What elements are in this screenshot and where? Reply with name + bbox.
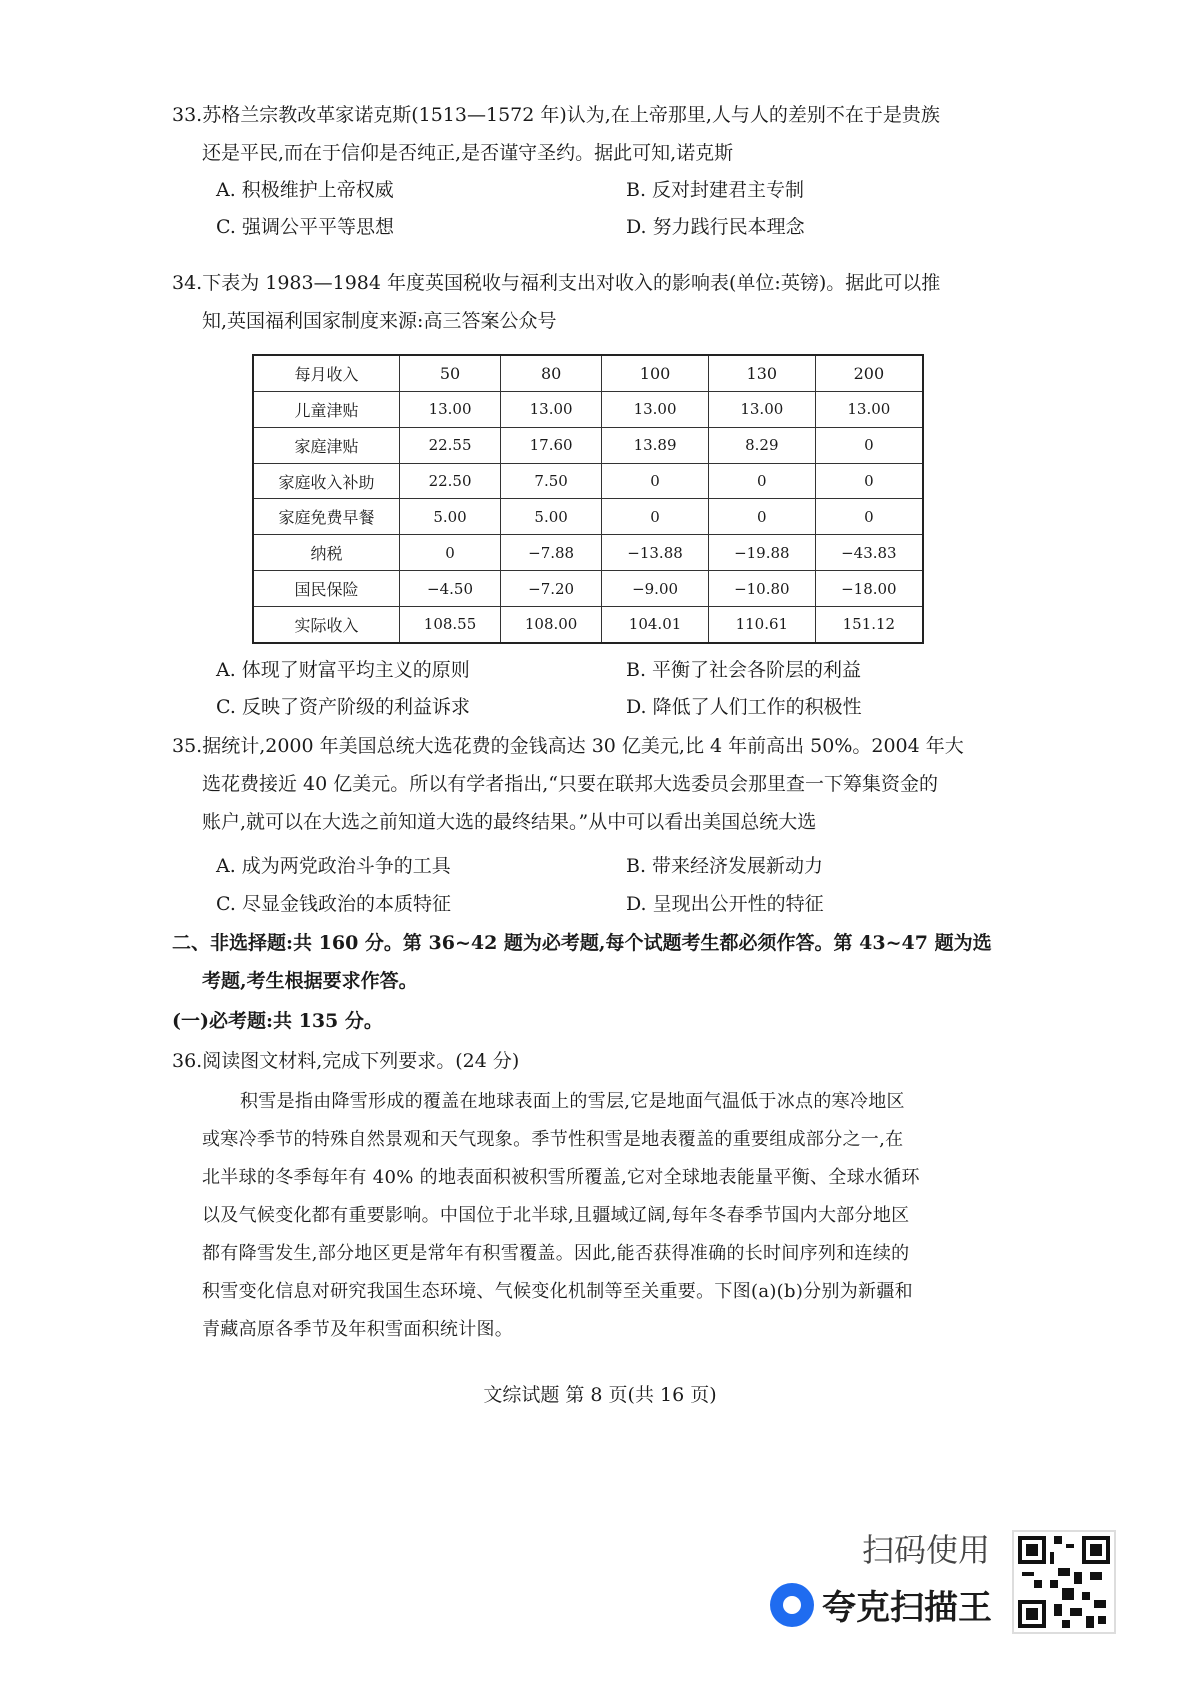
table-cell: −10.80 [708,571,815,607]
q34-option-b: B. 平衡了社会各阶层的利益 [626,659,862,681]
q34-option-c: C. 反映了资产阶级的利益诉求 [216,696,470,718]
q33-stem-line2: 还是平民,而在于信仰是否纯正,是否谨守圣约。据此可知,诺克斯 [202,142,734,164]
table-cell: 0 [602,463,709,499]
table-cell: 0 [400,535,501,571]
q35-stem-line3: 账户,就可以在大选之前知道大选的最终结果。”从中可以看出美国总统大选 [202,811,817,833]
q34-option-a: A. 体现了财富平均主义的原则 [216,659,470,681]
table-cell: 纳税 [253,535,400,571]
table-cell: −7.20 [501,571,602,607]
brand-logo-icon [770,1583,814,1627]
table-cell: 家庭津贴 [253,427,400,463]
q33-option-c: C. 强调公平平等思想 [216,216,394,238]
table-row [253,427,923,463]
table-cell: 0 [815,427,923,463]
q36-title: 36.阅读图文材料,完成下列要求。(24 分) [172,1050,520,1072]
table-row [253,535,923,571]
table-cell: 5.00 [400,499,501,535]
table-cell: 22.55 [400,427,501,463]
required-questions-heading: (一)必考题:共 135 分。 [172,1010,383,1032]
table-cell: −7.88 [501,535,602,571]
scanner-brand [770,1580,992,1629]
q33-option-b: B. 反对封建君主专制 [626,179,805,201]
table-cell: 0 [708,499,815,535]
section-two-line2: 考题,考生根据要求作答。 [202,970,418,992]
table-cell: 实际收入 [253,606,400,643]
table-cell: 13.00 [400,392,501,428]
page-footer: 文综试题 第 8 页(共 16 页) [483,1384,717,1406]
q36-para-line: 或寒冷季节的特殊自然景观和天气现象。季节性积雪是地表覆盖的重要组成部分之一,在 [202,1129,904,1150]
table-cell: 17.60 [501,427,602,463]
table-header-cell: 80 [501,355,602,392]
table-cell: −18.00 [815,571,923,607]
table-cell: 5.00 [501,499,602,535]
q36-para-line: 以及气候变化都有重要影响。中国位于北半球,且疆域辽阔,每年冬春季节国内大部分地区 [202,1205,910,1226]
table-header-cell: 200 [815,355,923,392]
table-cell: 108.55 [400,606,501,643]
table-cell: 13.00 [708,392,815,428]
table-cell: 0 [708,463,815,499]
table-cell: 104.01 [602,606,709,643]
table-cell: −19.88 [708,535,815,571]
table-header-cell: 130 [708,355,815,392]
qr-code-icon [1012,1530,1116,1634]
table-cell: 国民保险 [253,571,400,607]
table-cell: −4.50 [400,571,501,607]
section-two-line1: 二、非选择题:共 160 分。第 36~42 题为必考题,每个试题考生都必须作答。第 43~47 题为选 [172,932,992,954]
table-cell: 13.89 [602,427,709,463]
scan-to-use-label: 扫码使用 [862,1531,991,1569]
table-cell: 151.12 [815,606,923,643]
table-cell: 110.61 [708,606,815,643]
q35-stem-line1: 35.据统计,2000 年美国总统大选花费的金钱高达 30 亿美元,比 4 年前高出 50%。2004 年大 [172,735,964,757]
q34-option-d: D. 降低了人们工作的积极性 [626,696,862,718]
table-header-cell: 每月收入 [253,355,400,392]
q36-para-line: 都有降雪发生,部分地区更是常年有积雪覆盖。因此,能否获得准确的长时间序列和连续的 [202,1243,910,1264]
q35-option-b: B. 带来经济发展新动力 [626,855,824,877]
table-cell: 13.00 [602,392,709,428]
table-cell: 儿童津贴 [253,392,400,428]
q36-para-line: 北半球的冬季每年有 40% 的地表面积被积雪所覆盖,它对全球地表能量平衡、全球水循环 [202,1167,920,1188]
table-row [253,606,923,643]
q34-stem-line1: 34.下表为 1983—1984 年度英国税收与福利支出对收入的影响表(单位:英镑)。据此可以推 [172,272,941,294]
q36-para-line: 积雪是指由降雪形成的覆盖在地球表面上的雪层,它是地面气温低于冰点的寒冷地区 [240,1091,905,1112]
table-row [253,571,923,607]
table-row [253,463,923,499]
table-cell: 0 [815,463,923,499]
table-row [253,499,923,535]
table-cell: 0 [815,499,923,535]
q35-option-d: D. 呈现出公开性的特征 [626,893,824,915]
table-cell: 家庭免费早餐 [253,499,400,535]
brand-name: 夸克扫描王 [822,1588,992,1628]
q34-stem-line2: 知,英国福利国家制度来源:高三答案公众号 [202,310,557,332]
income-table [252,354,924,644]
table-cell: 家庭收入补助 [253,463,400,499]
table-header-cell: 50 [400,355,501,392]
q35-stem-line2: 选花费接近 40 亿美元。所以有学者指出,“只要在联邦大选委员会那里查一下筹集资金的 [202,773,939,795]
table-cell: 22.50 [400,463,501,499]
table-cell: 0 [602,499,709,535]
q33-option-d: D. 努力践行民本理念 [626,216,805,238]
table-cell: 8.29 [708,427,815,463]
q36-para-line: 青藏高原各季节及年积雪面积统计图。 [202,1319,514,1340]
q36-para-line: 积雪变化信息对研究我国生态环境、气候变化机制等至关重要。下图(a)(b)分别为新疆和 [202,1281,913,1302]
q35-option-c: C. 尽显金钱政治的本质特征 [216,893,451,915]
table-cell: −43.83 [815,535,923,571]
table-cell: 13.00 [815,392,923,428]
q35-option-a: A. 成为两党政治斗争的工具 [216,855,451,877]
table-cell: −9.00 [602,571,709,607]
q33-option-a: A. 积极维护上帝权威 [216,179,394,201]
q33-stem-line1: 33.苏格兰宗教改革家诺克斯(1513—1572 年)认为,在上帝那里,人与人的差别不在于是贵族 [172,104,940,126]
table-cell: 13.00 [501,392,602,428]
table-header-cell: 100 [602,355,709,392]
table-cell: 7.50 [501,463,602,499]
table-cell: −13.88 [602,535,709,571]
table-header-row [253,355,923,392]
table-cell: 108.00 [501,606,602,643]
table-row [253,392,923,428]
